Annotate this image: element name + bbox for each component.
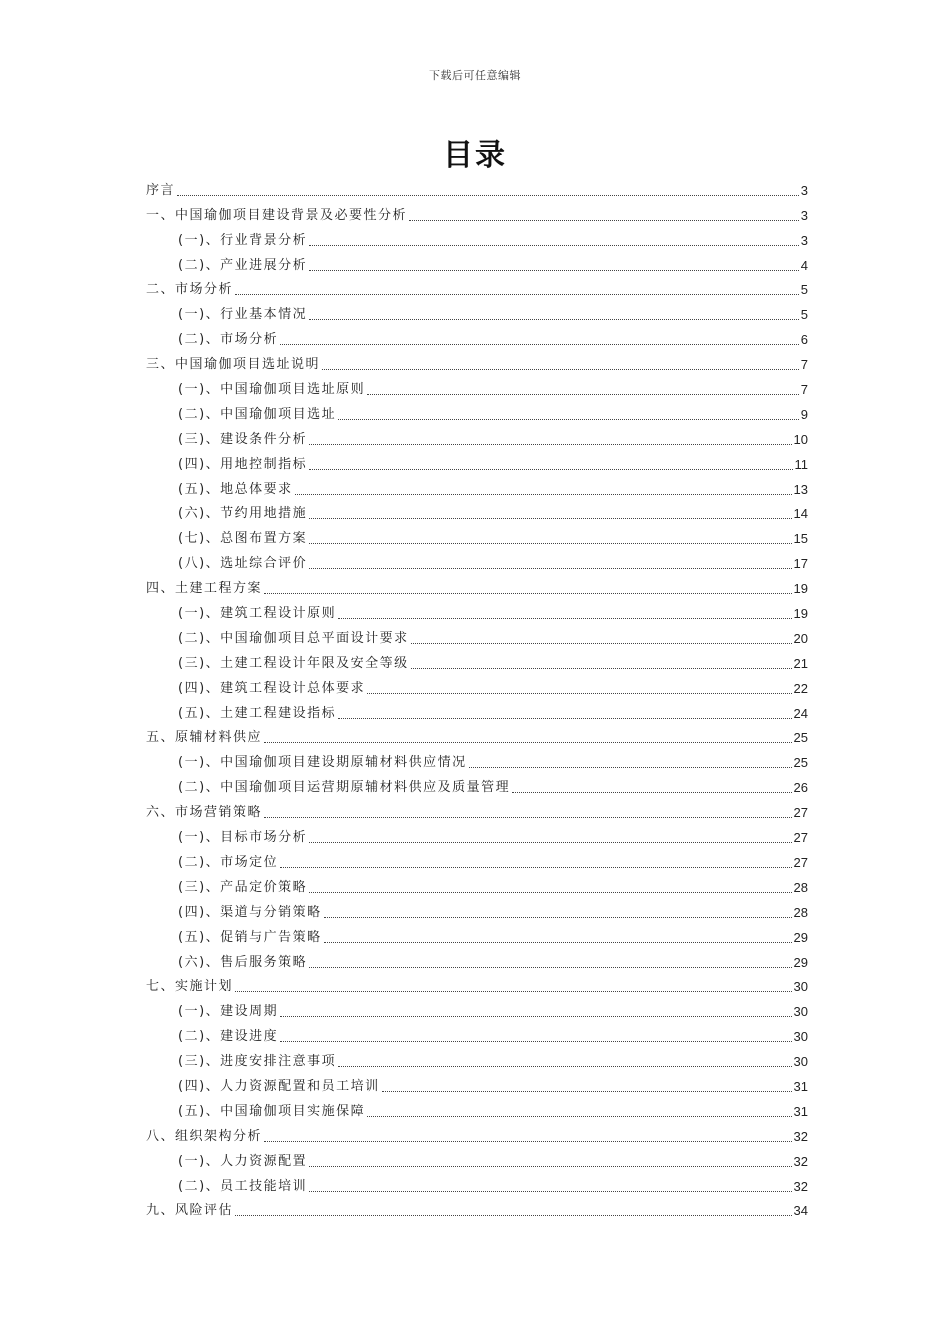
toc-dot-leader [309, 444, 791, 445]
toc-dot-leader [280, 867, 791, 868]
toc-entry-label: (二)、中国瑜伽项目选址 [178, 406, 337, 422]
toc-entry-label: (一)、中国瑜伽项目选址原则 [178, 382, 366, 398]
toc-entry-page-number: 19 [793, 581, 808, 597]
toc-dot-leader [309, 469, 792, 470]
toc-entry-page-number: 27 [793, 854, 808, 870]
toc-entry-page-number: 20 [793, 630, 808, 646]
toc-entry[interactable] [146, 972, 808, 997]
toc-dot-leader [324, 917, 792, 918]
toc-entry-label: 三、中国瑜伽项目选址说明 [146, 357, 321, 373]
toc-entry-label: (五)、土建工程建设指标 [178, 705, 337, 721]
toc-entry-page-number: 30 [793, 1054, 808, 1070]
toc-entry-page-number: 27 [793, 830, 808, 846]
toc-dot-leader [322, 369, 799, 370]
toc-dot-leader [235, 294, 799, 295]
toc-entry[interactable] [146, 225, 808, 250]
toc-dot-leader [367, 394, 799, 395]
toc-entry-page-number: 34 [793, 1203, 808, 1219]
toc-dot-leader [264, 817, 792, 818]
toc-entry[interactable] [146, 723, 808, 748]
toc-dot-leader [264, 742, 792, 743]
toc-dot-leader [235, 1215, 792, 1216]
toc-entry-label: (四)、渠道与分销策略 [178, 904, 322, 920]
toc-entry-label: (二)、市场定位 [178, 854, 279, 870]
toc-dot-leader [309, 245, 799, 246]
toc-entry[interactable] [146, 772, 808, 797]
toc-entry-label: (三)、建设条件分析 [178, 431, 308, 447]
toc-entry-label: (五)、地总体要求 [178, 481, 293, 497]
toc-entry-page-number: 5 [800, 307, 808, 323]
toc-entry-label: 六、市场营销策略 [146, 805, 263, 821]
toc-dot-leader [338, 1066, 791, 1067]
toc-entry-label: 二、市场分析 [146, 282, 234, 298]
toc-entry-page-number: 5 [800, 282, 808, 298]
toc-entry[interactable] [146, 548, 808, 573]
toc-entry-label: (三)、土建工程设计年限及安全等级 [178, 655, 409, 671]
toc-entry-label: (一)、中国瑜伽项目建设期原辅材料供应情况 [178, 755, 467, 771]
toc-entry-page-number: 28 [793, 879, 808, 895]
toc-entry-page-number: 21 [793, 655, 808, 671]
toc-entry-page-number: 11 [794, 456, 808, 472]
toc-dot-leader [264, 1141, 792, 1142]
toc-entry[interactable] [146, 324, 808, 349]
toc-entry-page-number: 32 [793, 1153, 808, 1169]
toc-entry-page-number: 29 [793, 929, 808, 945]
toc-entry-label: (三)、产品定价策略 [178, 879, 308, 895]
toc-dot-leader [411, 643, 792, 644]
toc-dot-leader [309, 270, 799, 271]
toc-entry-label: 五、原辅材料供应 [146, 730, 263, 746]
toc-entry-page-number: 32 [793, 1178, 808, 1194]
toc-entry[interactable] [146, 996, 808, 1021]
toc-entry[interactable] [146, 474, 808, 499]
toc-entry[interactable] [146, 523, 808, 548]
toc-entry-page-number: 28 [793, 904, 808, 920]
toc-entry-label: (七)、总图布置方案 [178, 531, 308, 547]
table-of-contents [146, 175, 808, 1220]
toc-entry-page-number: 30 [793, 1029, 808, 1045]
toc-dot-leader [469, 767, 792, 768]
toc-entry[interactable] [146, 797, 808, 822]
toc-entry[interactable] [146, 1021, 808, 1046]
toc-entry-label: (二)、员工技能培训 [178, 1178, 308, 1194]
toc-entry[interactable] [146, 1196, 808, 1221]
page-header-note: 下载后可任意编辑 [429, 69, 521, 82]
toc-title: 目录 [443, 138, 507, 173]
toc-entry-label: (二)、中国瑜伽项目总平面设计要求 [178, 630, 409, 646]
toc-dot-leader [309, 568, 791, 569]
toc-entry-label: 八、组织架构分析 [146, 1128, 263, 1144]
toc-entry-label: (一)、人力资源配置 [178, 1153, 308, 1169]
toc-entry-label: (六)、节约用地措施 [178, 506, 308, 522]
toc-entry-label: (一)、目标市场分析 [178, 830, 308, 846]
toc-entry-page-number: 7 [800, 357, 808, 373]
toc-dot-leader [280, 344, 799, 345]
toc-entry[interactable] [146, 275, 808, 300]
toc-entry[interactable] [146, 673, 808, 698]
toc-entry[interactable] [146, 499, 808, 524]
toc-entry[interactable] [146, 573, 808, 598]
toc-entry-page-number: 17 [793, 556, 808, 572]
toc-entry[interactable] [146, 349, 808, 374]
toc-entry-label: 序言 [146, 182, 176, 198]
toc-entry[interactable] [146, 872, 808, 897]
toc-entry[interactable] [146, 299, 808, 324]
toc-dot-leader [309, 543, 791, 544]
toc-entry[interactable] [146, 200, 808, 225]
toc-entry-page-number: 15 [793, 531, 808, 547]
toc-dot-leader [177, 195, 799, 196]
toc-entry-label: (一)、建设周期 [178, 1004, 279, 1020]
toc-entry-page-number: 31 [793, 1078, 808, 1094]
toc-entry-page-number: 31 [793, 1103, 808, 1119]
toc-entry-label: 一、中国瑜伽项目建设背景及必要性分析 [146, 207, 408, 223]
toc-entry-page-number: 7 [800, 382, 808, 398]
toc-entry[interactable] [146, 897, 808, 922]
toc-entry-label: (一)、行业背景分析 [178, 232, 308, 248]
toc-entry-label: 四、土建工程方案 [146, 581, 263, 597]
toc-dot-leader [338, 718, 791, 719]
toc-entry-page-number: 25 [793, 730, 808, 746]
toc-entry[interactable] [146, 947, 808, 972]
toc-entry-page-number: 3 [800, 232, 808, 248]
toc-entry-page-number: 30 [793, 979, 808, 995]
toc-dot-leader [280, 1016, 791, 1017]
toc-dot-leader [235, 991, 792, 992]
toc-dot-leader [367, 1116, 791, 1117]
toc-entry[interactable] [146, 747, 808, 772]
toc-entry[interactable] [146, 399, 808, 424]
toc-dot-leader [338, 419, 799, 420]
toc-entry-page-number: 6 [800, 332, 808, 348]
toc-entry-page-number: 29 [793, 954, 808, 970]
toc-entry-label: 七、实施计划 [146, 979, 234, 995]
toc-dot-leader [382, 1091, 792, 1092]
toc-dot-leader [409, 220, 799, 221]
toc-entry-label: (八)、选址综合评价 [178, 556, 308, 572]
toc-entry[interactable] [146, 1121, 808, 1146]
toc-dot-leader [324, 942, 792, 943]
toc-entry-label: (四)、用地控制指标 [178, 456, 308, 472]
toc-dot-leader [264, 593, 792, 594]
toc-entry[interactable] [146, 847, 808, 872]
toc-entry[interactable] [146, 822, 808, 847]
toc-entry-label: (二)、市场分析 [178, 332, 279, 348]
toc-entry[interactable] [146, 250, 808, 275]
toc-dot-leader [309, 842, 791, 843]
toc-entry-page-number: 4 [800, 257, 808, 273]
toc-dot-leader [309, 967, 791, 968]
toc-dot-leader [280, 1041, 791, 1042]
toc-entry[interactable] [146, 698, 808, 723]
toc-entry[interactable] [146, 598, 808, 623]
toc-entry-page-number: 22 [793, 680, 808, 696]
toc-dot-leader [295, 494, 792, 495]
toc-entry-page-number: 3 [800, 207, 808, 223]
toc-entry-page-number: 25 [793, 755, 808, 771]
toc-dot-leader [309, 319, 799, 320]
toc-entry[interactable] [146, 1171, 808, 1196]
toc-entry-page-number: 9 [800, 406, 808, 422]
toc-dot-leader [309, 518, 791, 519]
toc-entry[interactable] [146, 424, 808, 449]
toc-entry-page-number: 26 [793, 780, 808, 796]
toc-entry-page-number: 30 [793, 1004, 808, 1020]
toc-entry[interactable] [146, 1096, 808, 1121]
toc-entry-label: (五)、促销与广告策略 [178, 929, 322, 945]
toc-entry[interactable] [146, 1146, 808, 1171]
toc-entry[interactable] [146, 449, 808, 474]
toc-entry-page-number: 24 [793, 705, 808, 721]
toc-entry-label: (二)、中国瑜伽项目运营期原辅材料供应及质量管理 [178, 780, 511, 796]
toc-entry-page-number: 19 [793, 606, 808, 622]
toc-entry[interactable] [146, 374, 808, 399]
toc-entry-label: (五)、中国瑜伽项目实施保障 [178, 1103, 366, 1119]
toc-entry-page-number: 14 [793, 506, 808, 522]
toc-entry-page-number: 13 [793, 481, 808, 497]
toc-dot-leader [309, 1191, 791, 1192]
toc-entry-label: (四)、人力资源配置和员工培训 [178, 1078, 380, 1094]
toc-entry[interactable] [146, 623, 808, 648]
toc-entry-page-number: 10 [793, 431, 808, 447]
toc-entry-label: (一)、行业基本情况 [178, 307, 308, 323]
toc-entry-page-number: 27 [793, 805, 808, 821]
toc-entry-page-number: 3 [800, 182, 808, 198]
toc-dot-leader [309, 892, 791, 893]
toc-entry-label: (四)、建筑工程设计总体要求 [178, 680, 366, 696]
toc-entry-label: 九、风险评估 [146, 1203, 234, 1219]
toc-dot-leader [512, 792, 791, 793]
toc-entry-page-number: 32 [793, 1128, 808, 1144]
toc-dot-leader [411, 668, 792, 669]
toc-entry[interactable] [146, 648, 808, 673]
toc-entry[interactable] [146, 1071, 808, 1096]
toc-entry-label: (二)、建设进度 [178, 1029, 279, 1045]
toc-entry-label: (二)、产业进展分析 [178, 257, 308, 273]
toc-dot-leader [338, 618, 791, 619]
toc-entry[interactable] [146, 175, 808, 200]
toc-entry-label: (一)、建筑工程设计原则 [178, 606, 337, 622]
toc-dot-leader [309, 1166, 791, 1167]
toc-entry[interactable] [146, 1046, 808, 1071]
toc-entry-label: (三)、进度安排注意事项 [178, 1054, 337, 1070]
toc-entry-label: (六)、售后服务策略 [178, 954, 308, 970]
toc-dot-leader [367, 693, 791, 694]
toc-entry[interactable] [146, 922, 808, 947]
